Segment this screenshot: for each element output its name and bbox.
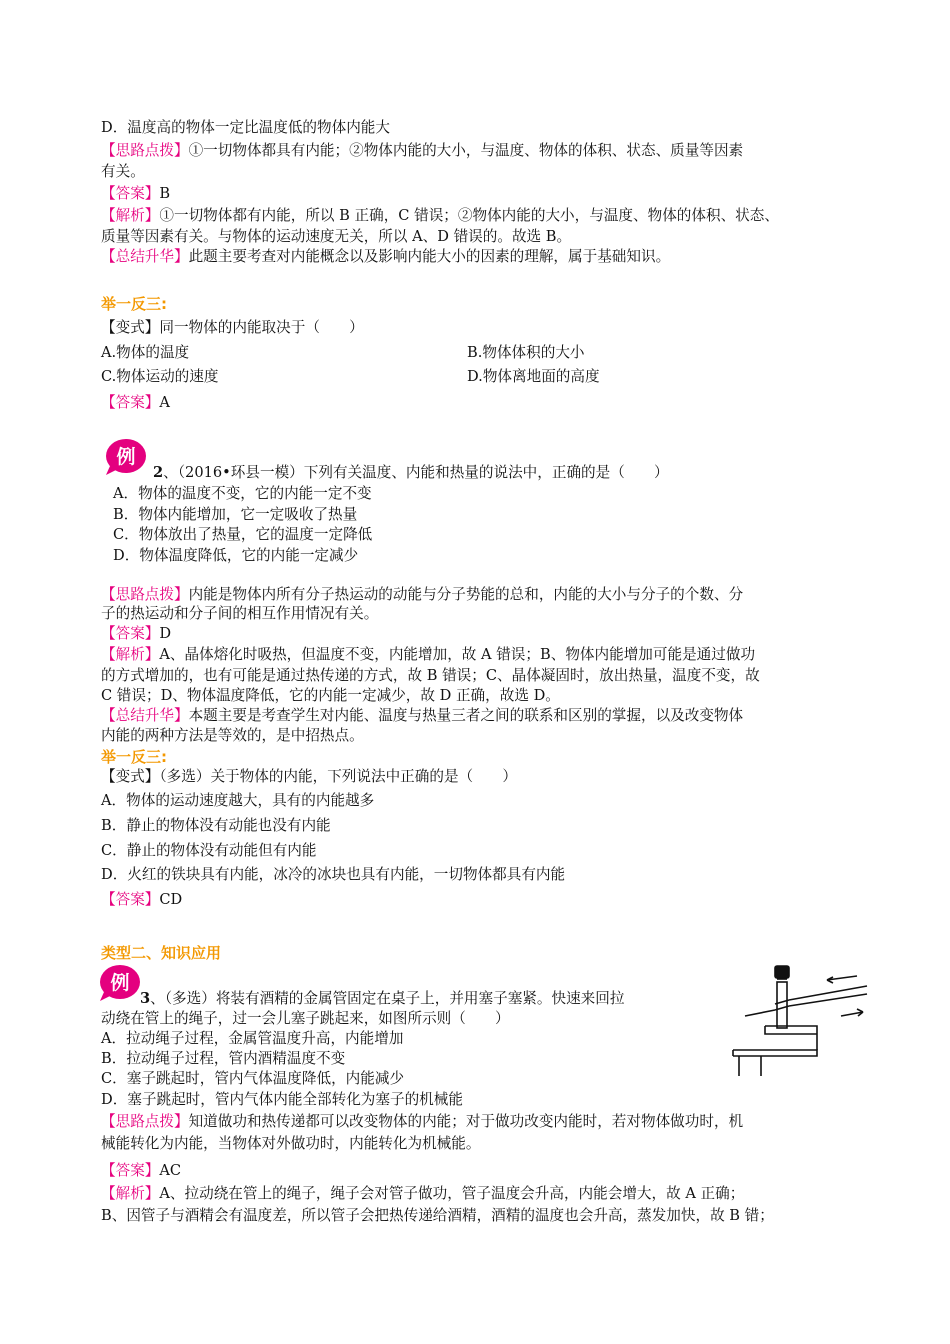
example3-analysis-line-2: B、因管子与酒精会有温度差，所以管子会把热传递给酒精，酒精的温度也会升高，蒸发加快，故 B 错； — [101, 1207, 774, 1224]
answer-tag: 【答案】 — [101, 891, 160, 908]
example2-answer — [101, 624, 171, 644]
example3-answer — [101, 1161, 181, 1181]
variant-options-row-2 — [101, 367, 600, 387]
hint-tag: 【思路点拨】 — [101, 142, 189, 159]
hint-line-2: 有关。 — [101, 163, 145, 180]
variant-question-1: 【变式】同一物体的内能取决于（ ） — [101, 319, 364, 336]
answer-tag: 【答案】 — [101, 185, 160, 202]
summary-text: 此题主要考查对内能概念以及影响内能大小的因素的理解，属于基础知识。 — [188, 248, 671, 265]
example2-hint-line-1 — [101, 585, 743, 605]
example3-stem-line-1 — [140, 989, 624, 1009]
variant1-option-c: C.物体运动的速度 — [101, 368, 219, 385]
hint-line-1 — [101, 141, 743, 161]
answer-tag: 【答案】 — [101, 1162, 160, 1179]
example2-analysis-line-3: C 错误；D、物体温度降低，它的内能一定减少，故 D 正确，故选 D。 — [101, 687, 560, 704]
variant2-option-b: B．静止的物体没有动能也没有内能 — [101, 817, 331, 834]
example-badge-icon — [104, 436, 148, 476]
example3-option-b: B．拉动绳子过程，管内酒精温度不变 — [101, 1050, 346, 1067]
example3-option-d: D．塞子跳起时，管内气体内能全部转化为塞子的机械能 — [101, 1091, 463, 1108]
example2-summary-line-1 — [101, 706, 743, 726]
variant-answer-1 — [101, 393, 170, 413]
example2-option-c: C．物体放出了热量，它的温度一定降低 — [113, 526, 373, 543]
analysis-text: A、拉动绕在管上的绳子，绳子会对管子做功，管子温度会升高，内能会增大，故 A 正确； — [159, 1185, 745, 1202]
section-heading-type2: 类型二、知识应用 — [101, 944, 222, 962]
variant2-option-a: A．物体的运动速度越大，具有的内能越多 — [101, 792, 375, 809]
answer-value: D — [159, 625, 172, 642]
example2-option-b: B．物体内能增加，它一定吸收了热量 — [113, 506, 358, 523]
hint-text: ①一切物体都具有内能；②物体内能的大小，与温度、物体的体积、状态、质量等因素 — [188, 142, 744, 159]
variant1-option-d: D.物体离地面的高度 — [467, 368, 600, 385]
hint-tag: 【思路点拨】 — [101, 1113, 189, 1130]
example2-summary-line-2: 内能的两种方法是等效的，是中招热点。 — [101, 727, 364, 744]
variant-options-row-1 — [101, 343, 585, 363]
example3-option-a: A．拉动绳子过程，金属管温度升高，内能增加 — [101, 1030, 404, 1047]
hint-tag: 【思路点拨】 — [101, 586, 189, 603]
example-badge-text: 例 — [110, 972, 130, 994]
answer-value: B — [159, 185, 171, 202]
analysis-tag: 【解析】 — [101, 207, 160, 224]
example-stem-text: 、（多选）将装有酒精的金属管固定在桌子上，并用塞子塞紧。快速来回拉 — [150, 990, 625, 1007]
option-d: D．温度高的物体一定比温度低的物体内能大 — [101, 119, 390, 136]
variant1-option-b: B.物体体积的大小 — [467, 344, 585, 361]
analysis-text: A、晶体熔化时吸热，但温度不变，内能增加，故 A 错误；B、物体内能增加可能是通过做功 — [159, 646, 756, 663]
variant2-option-d: D．火红的铁块具有内能，冰冷的冰块也具有内能，一切物体都具有内能 — [101, 866, 566, 883]
analysis-tag: 【解析】 — [101, 646, 160, 663]
summary-line — [101, 247, 670, 267]
analysis-line-2: 质量等因素有关。与物体的运动速度无关，所以 A、D 错误的。故选 B。 — [101, 228, 572, 245]
example2-option-d: D．物体温度降低，它的内能一定减少 — [113, 547, 359, 564]
answer-value: AC — [159, 1162, 182, 1179]
example2-analysis-line-1 — [101, 645, 755, 665]
summary-tag: 【总结升华】 — [101, 707, 189, 724]
example2-stem — [153, 463, 669, 483]
hint-text: 内能是物体内所有分子热运动的动能与分子势能的总和，内能的大小与分子的个数、分 — [188, 586, 744, 603]
variant1-option-a: A.物体的温度 — [101, 344, 190, 361]
variant-answer-2 — [101, 890, 182, 910]
analysis-text: ①一切物体都有内能，所以 B 正确，C 错误；②物体内能的大小，与温度、物体的体积、状态、 — [159, 207, 779, 224]
apparatus-figure-icon — [731, 958, 871, 1078]
analysis-tag: 【解析】 — [101, 1185, 160, 1202]
example-badge-text: 例 — [116, 446, 136, 468]
analysis-line-1 — [101, 206, 779, 226]
example3-hint-line-1 — [101, 1112, 743, 1132]
answer-value: CD — [159, 891, 183, 908]
example-number: 3 — [140, 990, 151, 1007]
answer-tag: 【答案】 — [101, 625, 160, 642]
example3-option-c: C．塞子跳起时，管内气体温度降低，内能减少 — [101, 1070, 405, 1087]
answer-line — [101, 184, 170, 204]
summary-text: 本题主要是考查学生对内能、温度与热量三者之间的联系和区别的掌握，以及改变物体 — [188, 707, 744, 724]
example3-analysis-line-1 — [101, 1184, 744, 1204]
example-badge-icon — [98, 962, 142, 1002]
answer-tag: 【答案】 — [101, 394, 160, 411]
example3-stem-line-2: 动绕在管上的绳子，过一会儿塞子跳起来，如图所示则（ ） — [101, 1010, 510, 1027]
answer-value: A — [159, 394, 170, 411]
example-stem-text: 、（2016•环县一模）下列有关温度、内能和热量的说法中，正确的是（ ） — [163, 464, 669, 481]
example2-option-a: A．物体的温度不变，它的内能一定不变 — [113, 485, 372, 502]
example2-hint-line-2: 子的热运动和分子间的相互作用情况有关。 — [101, 605, 379, 622]
hint-text: 知道做功和热传递都可以改变物体的内能；对于做功改变内能时，若对物体做功时，机 — [188, 1113, 744, 1130]
variant-heading-2: 举一反三: — [101, 748, 167, 766]
example2-analysis-line-2: 的方式增加的，也有可能是通过热传递的方式，故 B 错误；C、晶体凝固时，放出热量，温度不变，故 — [101, 667, 760, 684]
example-number: 2 — [153, 464, 164, 481]
variant-question-2: 【变式】（多选）关于物体的内能，下列说法中正确的是（ ） — [101, 768, 517, 785]
variant-heading-1: 举一反三: — [101, 295, 167, 313]
summary-tag: 【总结升华】 — [101, 248, 189, 265]
variant2-option-c: C．静止的物体没有动能但有内能 — [101, 842, 317, 859]
example3-hint-line-2: 械能转化为内能，当物体对外做功时，内能转化为机械能。 — [101, 1135, 481, 1152]
